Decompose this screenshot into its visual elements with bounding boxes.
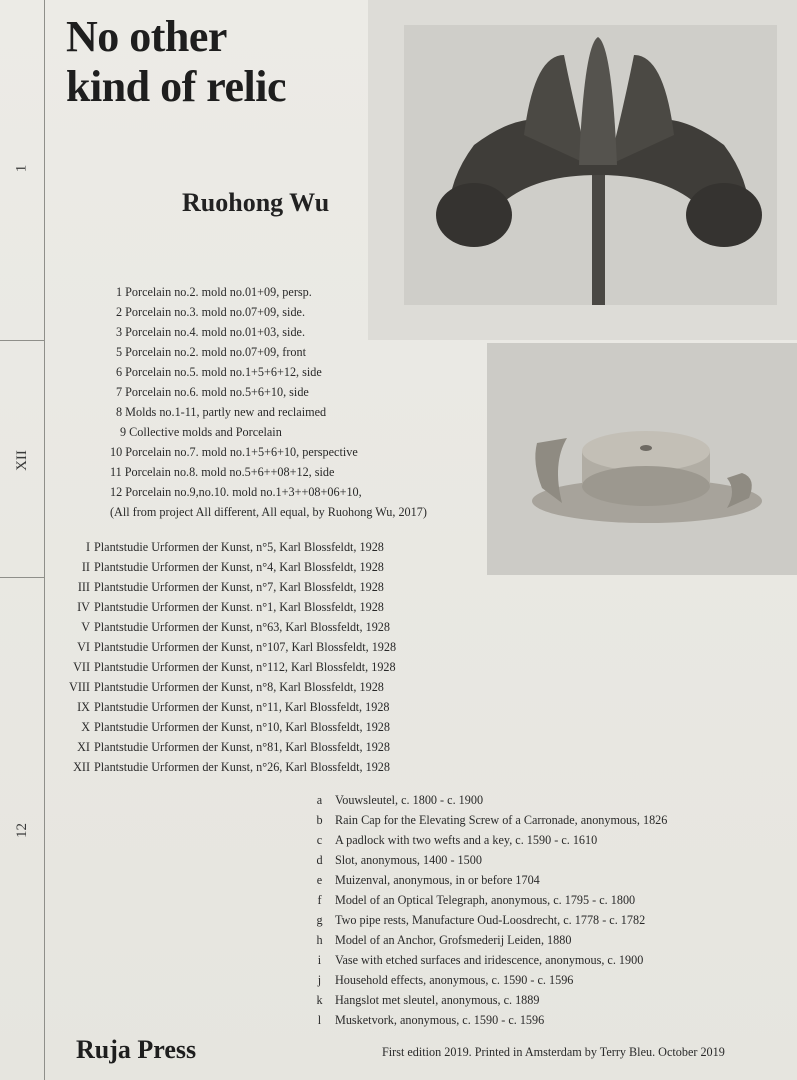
side-label-1: 1: [13, 164, 30, 173]
list-item: [40, 577, 396, 597]
item-text: Plantstudie Urformen der Kunst, n°10, Karl Blossfeldt, 1928: [94, 720, 390, 734]
plant-photo: [404, 25, 777, 305]
list-item: 5 Porcelain no.2. mold no.07+09, front: [116, 345, 307, 359]
item-letter: c: [316, 833, 323, 847]
item-numeral: III: [77, 580, 90, 594]
item-text: Plantstudie Urformen der Kunst, n°11, Karl Blossfeldt, 1928: [94, 700, 390, 714]
item-letter: k: [316, 993, 323, 1007]
list-item: [40, 637, 396, 657]
item-letter: j: [317, 973, 322, 987]
item-letter: f: [317, 893, 322, 907]
list-item: [40, 737, 396, 757]
item-text: Plantstudie Urformen der Kunst, n°5, Karl Blossfeldt, 1928: [94, 540, 384, 554]
list-item: 6 Porcelain no.5. mold no.1+5+6+12, side: [116, 365, 322, 379]
item-text: Plantstudie Urformen der Kunst, n°8, Karl Blossfeldt, 1928: [94, 680, 384, 694]
side-label-xii: XII: [13, 450, 30, 471]
item-text: Plantstudie Urformen der Kunst, n°26, Karl Blossfeldt, 1928: [94, 760, 390, 774]
list-item: [40, 597, 396, 617]
item-text: Household effects, anonymous, c. 1590 - c. 1596: [335, 973, 574, 987]
objects-list: [312, 790, 667, 1030]
item-numeral: XII: [73, 760, 90, 774]
item-text: Vase with etched surfaces and iridescence, anonymous, c. 1900: [335, 953, 644, 967]
list-item: [312, 1010, 667, 1030]
item-text: Model of an Anchor, Grofsmederij Leiden, 1880: [335, 933, 572, 947]
list-item: [40, 617, 396, 637]
item-text: Plantstudie Urformen der Kunst. n°1, Karl Blossfeldt, 1928: [94, 600, 384, 614]
list-item: [312, 950, 667, 970]
item-text: Vouwsleutel, c. 1800 - c. 1900: [335, 793, 484, 807]
item-text: A padlock with two wefts and a key, c. 1590 - c. 1610: [335, 833, 598, 847]
list-item: [40, 717, 396, 737]
list-item: 3 Porcelain no.4. mold no.01+03, side.: [116, 325, 305, 339]
colophon: First edition 2019. Printed in Amsterdam by Terry Bleu. October 2019: [382, 1045, 725, 1059]
list-item: (All from project All different, All equal, by Ruohong Wu, 2017): [110, 505, 427, 519]
publisher-name: Ruja Press: [76, 1035, 197, 1064]
list-item: [40, 677, 396, 697]
list-item: [312, 890, 667, 910]
item-text: Muizenval, anonymous, in or before 1704: [335, 873, 540, 887]
item-numeral: VIII: [69, 680, 90, 694]
item-letter: b: [316, 813, 323, 827]
item-text: Two pipe rests, Manufacture Oud-Loosdrecht, c. 1778 - c. 1782: [335, 913, 646, 927]
item-text: Hangslot met sleutel, anonymous, c. 1889: [335, 993, 540, 1007]
list-item: 1 Porcelain no.2. mold no.01+09, persp.: [116, 285, 312, 299]
item-letter: a: [316, 793, 323, 807]
item-numeral: XI: [77, 740, 90, 754]
list-item: [40, 757, 396, 777]
list-item: 9 Collective molds and Porcelain: [120, 425, 282, 439]
list-item: 11 Porcelain no.8. mold no.5+6++08+12, side: [110, 465, 335, 479]
item-text: Model of an Optical Telegraph, anonymous, c. 1795 - c. 1800: [335, 893, 636, 907]
item-numeral: V: [81, 620, 90, 634]
item-text: Plantstudie Urformen der Kunst, n°112, Karl Blossfeldt, 1928: [94, 660, 396, 674]
list-item: [312, 850, 667, 870]
item-numeral: I: [85, 540, 90, 554]
item-letter: h: [316, 933, 323, 947]
title-line: No other: [66, 12, 227, 61]
page-title: [66, 12, 286, 112]
list-item: [40, 557, 396, 577]
list-item: [312, 990, 667, 1010]
item-numeral: VI: [77, 640, 90, 654]
plantstudie-list: [40, 537, 396, 777]
item-numeral: II: [81, 560, 90, 574]
list-item: 10 Porcelain no.7. mold no.1+5+6+10, perspective: [110, 445, 358, 459]
margin-tick: [0, 577, 44, 578]
item-letter: e: [316, 873, 323, 887]
item-letter: l: [317, 1013, 322, 1027]
item-text: Rain Cap for the Elevating Screw of a Carronade, anonymous, 1826: [335, 813, 668, 827]
item-text: Slot, anonymous, 1400 - 1500: [335, 853, 482, 867]
list-item: [312, 790, 667, 810]
item-numeral: VII: [73, 660, 90, 674]
item-text: Plantstudie Urformen der Kunst, n°81, Karl Blossfeldt, 1928: [94, 740, 390, 754]
item-numeral: IX: [77, 700, 90, 714]
margin-tick: [0, 340, 44, 341]
item-numeral: IV: [77, 600, 90, 614]
list-item: [312, 970, 667, 990]
list-item: 2 Porcelain no.3. mold no.07+09, side.: [116, 305, 305, 319]
list-item: [312, 830, 667, 850]
list-item: [312, 810, 667, 830]
list-item: 8 Molds no.1-11, partly new and reclaimed: [116, 405, 327, 419]
item-text: Plantstudie Urformen der Kunst, n°63, Karl Blossfeldt, 1928: [94, 620, 390, 634]
porcelain-illustration: [487, 343, 797, 575]
item-text: Plantstudie Urformen der Kunst, n°107, Karl Blossfeldt, 1928: [94, 640, 397, 654]
list-item: [312, 930, 667, 950]
item-text: Plantstudie Urformen der Kunst, n°4, Karl Blossfeldt, 1928: [94, 560, 384, 574]
list-item: 7 Porcelain no.6. mold no.5+6+10, side: [116, 385, 309, 399]
list-item: 12 Porcelain no.9,no.10. mold no.1+3++08+06+10,: [110, 485, 362, 499]
side-label-12: 12: [13, 823, 30, 838]
author-name: Ruohong Wu: [182, 188, 330, 217]
porcelain-photo: [487, 343, 797, 575]
item-letter: g: [316, 913, 323, 927]
item-text: Musketvork, anonymous, c. 1590 - c. 1596: [335, 1013, 545, 1027]
item-letter: d: [316, 853, 323, 867]
list-item: [312, 870, 667, 890]
title-line: kind of relic: [66, 62, 287, 111]
list-item: [40, 537, 396, 557]
porcelain-list: [110, 282, 427, 522]
item-text: Plantstudie Urformen der Kunst, n°7, Karl Blossfeldt, 1928: [94, 580, 384, 594]
list-item: [40, 657, 396, 677]
item-letter: i: [317, 953, 322, 967]
list-item: [312, 910, 667, 930]
item-numeral: X: [81, 720, 90, 734]
list-item: [40, 697, 396, 717]
plant-illustration: [404, 25, 777, 305]
